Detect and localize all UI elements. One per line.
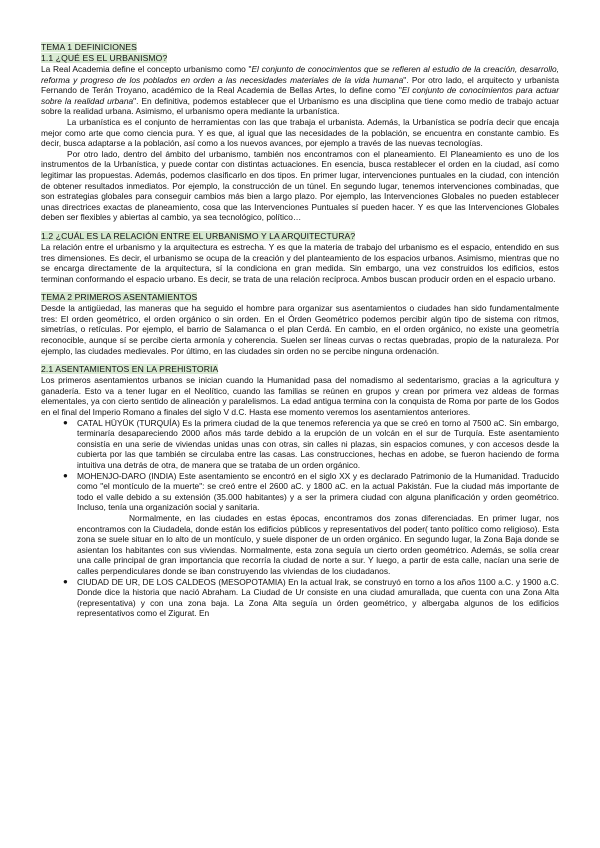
tema2-heading-block (41, 292, 559, 303)
list-item-catal-huyuk: ● CATAL HÜYÜK (TURQUÍA) Es la primera ciudad de la que tenemos referencia ya que se creó en torno al 7500 aC. Sin embargo, terminaría desapareciendo 2000 años más tarde debido a la erupción de un volcán en el sur de Turquía. Este asentamiento consistía en una serie de viviendas unidas unas con otras, sin calles ni plazas, sin espacios comunes, y con accesos desde la cubierta por las que también se circulaba entre las casas. Las construcciones, hechas en adobe, se fueron haciendo de forma intuitiva una detrás de otra, de manera que se trataba de un orden orgánico. (63, 417, 559, 470)
bullet-icon: ● (63, 470, 68, 480)
sec21-title: 2.1 ASENTAMIENTOS EN LA PREHISTORIA (41, 364, 219, 375)
tema2-paragraph-1: Desde la antigüedad, las maneras que ha seguido el hombre para organizar sus asentamientos o ciudades han sido fundamentalmente tres: El orden geométrico, el orden orgánico o sin orden. En el Órden Geométrico podemos percibir algún tipo de sistema con ritmos, simetrías, o retículas. Por ejemplo, el barrio de Salamanca o el plan Cerdá. En cambio, en el orden orgánico, no existe una geometría reconocible, aunque sí se percibe cierta armonía y coherencia. Suelen ser líneas curvas o rectas quebradas, propio de la naturaleza. Por ejemplo, las ciudades medievales. Por último, en las ciudades sin orden no se percibe ninguna ordenación. (41, 303, 559, 356)
sec12-heading-block (41, 231, 559, 242)
tema1-heading-block (41, 42, 559, 53)
sec12-title: 1.2 ¿CUÁL ES LA RELACIÓN ENTRE EL URBANISMO Y LA ARQUITECTURA? (41, 230, 356, 241)
bullet-icon: ● (63, 417, 68, 427)
tema1-paragraph-2: La urbanística es el conjunto de herramientas con las que trabaja el urbanista. Además, la Urbanística se podría decir que encaja mejor como arte que como ciencia pura. Y es que, al igual que las necesidades de la población, se encuentra en constante cambio. Es decir, busca adaptarse a la población, así como a los nuevos avances, por ejemplo a través de las nuevas tecnologías. (41, 116, 559, 149)
tema1-paragraph-1: La Real Academia define el concepto urbanismo como "El conjunto de conocimientos que se refieren al estudio de la creación, desarrollo, reforma y progreso de los poblados en orden a las necesidades materiales de la vida humana". Por otro lado, el arquitecto y urbanista Fernando de Terán Troyano, académico de la Real Academia de Bellas Artes, lo define como "El conjunto de conocimientos para actuar sobre la realidad urbana". En definitiva, podemos establecer que el Urbanismo es una disciplina que tiene como medio de trabajo actuar sobre la realidad urbana. Asimismo, el urbanismo opera mediante la urbanística. (41, 64, 560, 117)
tema1-title: TEMA 1 DEFINICIONES (41, 42, 137, 52)
settlement-list (41, 418, 559, 513)
sec12-paragraph: La relación entre el urbanismo y la arquitectura es estrecha. Y es que la materia de trabajo del urbanismo es el espacio, entendido en sus tres dimensiones. Es decir, el urbanismo se ocupa de la creación y del planteamiento de los espacios urbanos. Asimismo, mientras que no se encarga directamente de la arquitectura, sí la condiciona en gran medida. Sin embargo, una vez construidos los edificios, estos terminan conformando el espacio urbano. Es decir, se trata de una relación recíproca. Ambos buscan producir orden en el espacio urbano. (41, 241, 559, 284)
sec21-paragraph: Los primeros asentamientos urbanos se inician cuando la Humanidad pasa del nomadismo al sedentarismo, gracias a la agricultura y ganadería. Esto va a tener lugar en el Neolítico, cuando las familias se reúnen en grupos y crean por primera vez aldeas de formas elementales, ya con cierto sentido de alineación y paralelismos. La edad antigua termina con la conquista de Roma por parte de los Godos en el final del Imperio Romano a finales del siglo V d.C. Hasta ese momento veremos los asentamientos anteriores. (41, 375, 559, 418)
bullet-icon: ● (63, 576, 68, 586)
settlement-list-continued (41, 577, 559, 619)
sec21-heading-block (41, 364, 559, 375)
list-item-mohenjo-daro: ● MOHENJO-DARO (INDIA) Este asentamiento se encontró en el siglo XX y es declarado Patrimonio de la Humanidad. Traducido como "el montículo de la muerte": se creó entre el 2600 aC. y 1800 aC. en la actual Pakistán. Fue la ciudad más importante de todo el valle debido a su extensión (35.000 habitantes) y a ser la primera ciudad con alguna planificación y orden geométrico. Incluso, tenía una organización social y sanitaria. (63, 470, 559, 513)
tema2-title: TEMA 2 PRIMEROS ASENTAMIENTOS (41, 292, 198, 303)
sec11-title: 1.1 ¿QUÉ ES EL URBANISMO? (41, 53, 168, 63)
list-item-ur: ● CIUDAD DE UR, DE LOS CALDEOS (MESOPOTAMIA) En la actual Irak, se construyó en torno a los años 1100 a.C. y 1900 a.C. Donde dice la historia que nació Abraham. La Ciudad de Ur consiste en una ciudad amurallada, que cuenta con una Zona Alta (representativa) y con una zona baja. La Zona Alta seguía un órden geométrico, y albergaba algunos de los edificios representativos como el Zigurat. En (63, 576, 559, 619)
tema1-paragraph-3: Por otro lado, dentro del ámbito del urbanismo, también nos encontramos con el planeamiento. El Planeamiento es uno de los instrumentos de la Urbanística, y puede contar con distintas actuaciones. En esencia, busca restablecer el orden en la ciudad, así como legitimar las propuestas. Además, podemos clasificarlo en dos tipos. En primer lugar, intervenciones puntuales en la ciudad, con intención de obtener resultados inmediatos. Por ejemplo, la construcción de un túnel. En segundo lugar, tenemos intervenciones combinadas, que son estrategias globales para conseguir cambios más bien a largo plazo. Por ejemplo, las Intervenciones Globales no pueden establecer unas directrices exactas de planeamiento, cosa que las Intervenciones Puntuales sí pueden hacer. Y es que las Intervenciones Globales deben ser flexibles y abiertas al cambio, ya sea tecnológico, político… (41, 148, 559, 223)
mohenjo-daro-detail: Normalmente, en las ciudades en estas épocas, encontramos dos zonas diferenciadas. En primer lugar, nos encontramos con la Ciudadela, donde están los edificios públicos y representativos del poder( tanto político como religioso). Esta zona se suele situar en lo alto de un montículo, y suele disponer de un orden orgánico. En segundo lugar, la Zona Baja donde se asientan los habitantes con sus viviendas. Normalmente, esta zona seguía un cierto orden geométrico. Además, se solía crear una calle principal de gran importancia que recorría la ciudad de norte a sur. Y luego, a partir de esta calle, nacían una serie de calles perpendiculares donde se iban construyendo las viviendas de los ciudadanos. (77, 512, 559, 576)
sec11-heading-block (41, 53, 559, 64)
